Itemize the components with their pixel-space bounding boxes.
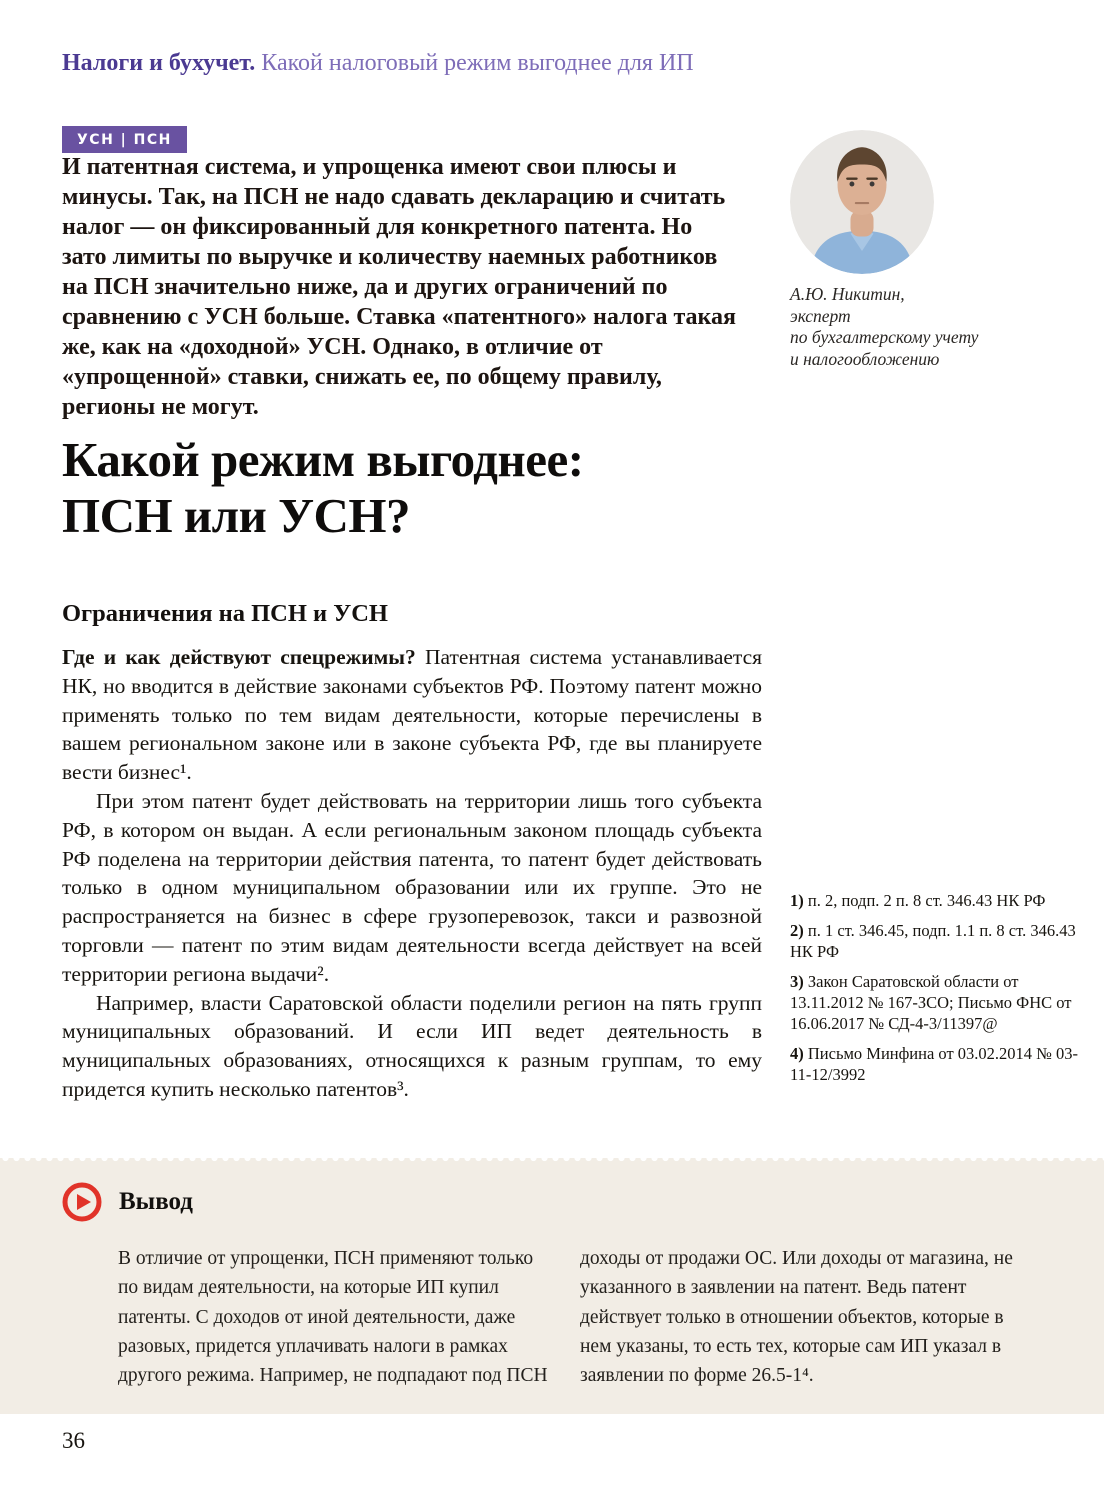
regime-badge: УСН | ПСН (62, 126, 187, 153)
conclusion-columns (118, 1244, 1014, 1390)
running-head (62, 50, 694, 77)
conclusion-header (62, 1182, 193, 1222)
section-heading: Ограничения на ПСН и УСН (62, 600, 388, 627)
footnote-text: Письмо Минфина от 03.02.2014 № 03-11-12/3992 (790, 1044, 1079, 1084)
author-role-line: эксперт (790, 305, 851, 326)
play-icon (62, 1182, 102, 1222)
article-kicker: Какой налоговый режим выгоднее для ИП (255, 50, 694, 76)
paragraph-lead-in: Где и как действуют спецрежимы? (62, 645, 416, 669)
footnote-number: 3) (790, 972, 804, 991)
author-name: А.Ю. Никитин, (790, 284, 905, 304)
footnote (790, 1043, 1095, 1085)
conclusion-column-right: доходы от продажи ОС. Или доходы от магазина, не указанного в заявлении на патент. Ведь патент действует только в отношении объектов, которые в нем указаны, то есть тех, которые сам ИП указал в заявлении по форме 26.5-1⁴. (580, 1248, 1013, 1387)
scalloped-edge (0, 1158, 1104, 1166)
footnote (790, 971, 1095, 1034)
article-title-line: ПСН или УСН? (62, 488, 411, 543)
conclusion-section (0, 1158, 1104, 1414)
conclusion-title: Вывод (119, 1188, 193, 1215)
author-caption (790, 284, 1070, 370)
body-copy (62, 643, 762, 1104)
article-title-line: Какой режим выгоднее: (62, 432, 584, 487)
article-title (62, 432, 822, 544)
paragraph-text: Например, власти Саратовской области поделили регион на пять групп муниципальных образований. И если ИП ведет деятельность в муниципальных образованиях, относящихся к разным группам, то ему придется купить несколько патентов³. (62, 990, 762, 1101)
footnotes-sidebar (790, 890, 1095, 1094)
body-paragraph (62, 989, 762, 1104)
footnote-number: 1) (790, 891, 804, 910)
conclusion-column-left: В отличие от упрощенки, ПСН применяют только по видам деятельности, на которые ИП купил патенты. С доходов от иной деятельности, даже разовых, придется уплачивать налоги в рамках другого режима. Например, не подпадают под ПСН (118, 1248, 548, 1387)
footnote (790, 920, 1095, 962)
paragraph-text: Патентная система устанавливается НК, но вводится в действие законами субъектов РФ. Поэтому патент можно применять только по тем видам деятельности, которые перечислены в вашем региональном законе или в законе субъекта РФ, где вы планируете вести бизнес¹. (62, 645, 762, 785)
footnote (790, 890, 1095, 911)
author-role-line: по бухгалтерскому учету (790, 327, 979, 347)
footnote-number: 2) (790, 921, 804, 940)
footnote-number: 4) (790, 1044, 804, 1063)
footnote-text: п. 1 ст. 346.45, подп. 1.1 п. 8 ст. 346.43 НК РФ (790, 921, 1076, 961)
author-photo-illustration (790, 130, 934, 274)
paragraph-text: При этом патент будет действовать на территории лишь того субъекта РФ, в котором он выдан. А если региональным законом площадь субъекта РФ поделена на территории действия патента, то патент будет действовать только в одном муниципальном образовании или их группе. Это не распространяется на бизнес в сфере грузоперевозок, такси и развозной торговли — патент по этим видам деятельности всегда действует на всей территории региона выдачи². (62, 788, 762, 986)
avatar (790, 130, 934, 274)
footnote-text: п. 2, подп. 2 п. 8 ст. 346.43 НК РФ (803, 891, 1046, 910)
author-role-line: и налогообложению (790, 348, 940, 369)
page-number: 36 (62, 1428, 85, 1453)
footnote-text: Закон Саратовской области от 13.11.2012 № 167-ЗСО; Письмо ФНС от 16.06.2017 № СД-4-3/11397@ (790, 972, 1072, 1033)
body-paragraph (62, 787, 762, 989)
section-title: Налоги и бухучет. (62, 50, 256, 76)
body-paragraph (62, 643, 762, 787)
lead-paragraph: И патентная система, и упрощенка имеют свои плюсы и минусы. Так, на ПСН не надо сдавать декларацию и считать налог — он фиксированный для конкретного патента. Но зато лимиты по выручке и количеству наемных работников на ПСН значительно ниже, да и других ограничений по сравнению с УСН больше. Ставка «патентного» налога такая же, как на «доходной» УСН. Однако, в отличие от «упрощенной» ставки, снижать ее, по общему правилу, регионы не могут. (62, 154, 736, 420)
